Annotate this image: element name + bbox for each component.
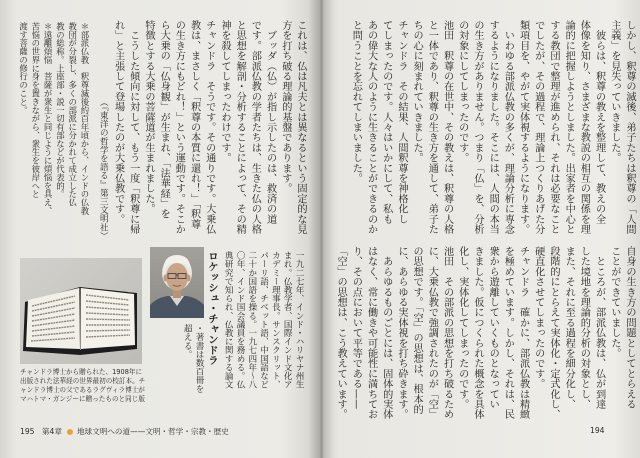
text-column: ＊部派仏教 釈尊滅後約百年頃から、インドの仏教 — [80, 22, 90, 215]
text-column: 教団が分裂し、多くの部派に分かれて成立した仏 — [67, 22, 78, 207]
right-page-upper-text — [348, 20, 637, 240]
text-column: 池田 その部派の思想を打ち破るため — [441, 246, 453, 420]
source-citation: （『東洋の哲学を語る』第三文明社） — [98, 98, 109, 240]
profile-bio-continued — [150, 324, 204, 406]
text-column: ＊遠離煩悩 菩薩が衆生と同じように煩悩を具え、 — [43, 22, 54, 215]
text-column: チャンドラ その結果、人間釈尊を神格化し — [395, 20, 407, 224]
text-column: まれ。仏教学者、国際インド文化ア — [282, 251, 293, 389]
text-column: と一体であり、釈尊の生き方を通して、弟子た — [426, 20, 438, 235]
text-column: いわゆる部派仏教の多くが、理論分析に専念 — [502, 20, 514, 235]
text-column: の生き方にもどれ！」という運動です。そこか — [173, 20, 185, 235]
profile-photo — [150, 247, 204, 318]
text-column: しかし、釈尊の滅後、弟子たちは釈尊の「人間 — [624, 20, 635, 235]
chapter-dot-icon — [67, 429, 73, 435]
text-column: はなく、常に働きや可能性に満ちてお — [365, 246, 377, 420]
text-column: チャンドラ 確かに、部派仏教は精緻 — [517, 246, 529, 420]
text-column: の生き方がありません。つまり「仏」を、分析 — [471, 20, 483, 235]
text-column: また、それに至る過程を細分化し、 — [563, 246, 575, 410]
profile-name: ロケッシュ・チャンドラ — [206, 251, 218, 366]
text-column: 渡す菩薩の修行のこと。 — [18, 22, 29, 115]
text-column: した境地を理論的分析の対象とし、 — [578, 246, 590, 410]
text-column: の対象にしてしまったのです。 — [456, 20, 468, 163]
text-column: 苦悩の世界に身を置きながら、衆生を彼岸へと — [30, 22, 41, 199]
text-column: ・著書は数百冊を — [194, 324, 204, 393]
text-column: 一九二七年、インド・ハリヤナ州生 — [294, 251, 304, 389]
text-column: 池田 釈尊の在世中、その教えは、釈尊の人格 — [441, 20, 453, 235]
text-column: 論的に把握しようとしました。出家者を中心と — [563, 20, 575, 235]
text-column: 二十か国語を操る。一九七四年〜八 — [246, 251, 257, 389]
text-column: あの偉大な人のように生きることができるのか — [365, 20, 377, 235]
chapter-label: 第4章 — [41, 427, 62, 436]
text-column: てしまったのです。人々はいかにして、私も — [380, 20, 392, 224]
text-column: 方を打ち破る理論的基盤であります。 — [279, 20, 291, 194]
text-column: 〇年、インド国会議員を務める。仏 — [235, 251, 246, 389]
footnotes — [17, 22, 91, 238]
text-column: きました。仮につくられた概念を具体 — [471, 246, 483, 420]
text-column: ブッダ（仏）が指し示したのは、救済の道 — [264, 20, 276, 224]
text-column: チャンドラ そうです。その通りです。大乗仏 — [203, 20, 215, 235]
book-photo — [20, 258, 142, 364]
running-footer-left — [20, 426, 300, 437]
text-column: り、その点において平等である—— — [350, 246, 362, 410]
text-column: ら大乗の「仏身観」が生まれ、「法華経」を — [158, 20, 170, 219]
text-column: これは、仏は凡夫とは異なるという固定的な見 — [295, 20, 306, 235]
running-title: 地球文明への道——文明・哲学・宗教・歴史 — [76, 427, 229, 436]
book-spine-shadow — [308, 0, 334, 458]
text-column: 神を殺してしまったわけです。 — [218, 20, 230, 163]
text-column: 「空」の思想は、こう教えています。 — [335, 246, 347, 420]
text-column: ところが、部派仏教は、仏が到達 — [593, 246, 605, 410]
text-column: カデミー理事長。サンスクリット、 — [270, 251, 281, 389]
text-column: と問うことを忘れてしまいました。 — [350, 20, 362, 184]
text-column: ことができていました。 — [608, 246, 620, 359]
text-column: に、大乗仏教で強調されたのが「空」 — [426, 246, 438, 420]
text-column: パーリ語、チベット語、中国語など — [258, 251, 269, 389]
text-column: 彼らは、釈尊の教えを整理して、教えの全 — [593, 20, 605, 224]
text-column: 体像を知り、さまざまな教説の相互の関係を理 — [578, 20, 590, 235]
text-column: 衆から遊離していくものとなってい — [487, 246, 499, 410]
text-column: 化し、実体化してしまったのです。 — [456, 246, 468, 410]
text-column: 超える。 — [182, 324, 193, 359]
text-column: あらゆるものごとには、固体的実体 — [380, 246, 392, 420]
text-column: 主義」を見失っていきました。 — [608, 20, 620, 163]
portrait-face — [166, 263, 188, 291]
left-page-main-text — [95, 20, 308, 240]
text-column: ちの心に刻まれていきました。 — [411, 20, 423, 163]
text-column: れ」と主張して登場したのが大乗仏教です。 — [112, 20, 124, 224]
text-column: と思想を解剖・分析することによって、その精 — [234, 20, 246, 235]
text-column: です。部派仏教の学者たちは、生きた仏の人格 — [249, 20, 261, 235]
text-column: でしたが、その過程で、理論上つくりあげた分 — [532, 20, 544, 235]
text-column: 特徴とする大乗の菩薩道が生まれました。 — [142, 20, 154, 214]
text-column: 類項目を、やがて実体視するようになります。 — [517, 20, 529, 235]
book-photo-caption: チャンドラ博士から贈られた、1908年に出版された法華経の世界最初の校訂本。チャンドラ博士の父であるラグヴィラ博士がマハトマ・ガンジーに贈ったものと同じ版 — [20, 368, 146, 403]
page-number-left: 195 — [20, 427, 35, 436]
text-column: 典研究で知られ、仏教に関する論文 — [223, 251, 234, 389]
text-column: を極めています。しかし、それは、民 — [502, 246, 514, 420]
text-column: 教の総称。上座部・説一切有部などが代表的。 — [55, 22, 66, 199]
text-column: に、あらゆる実体視を打ち砕きます。 — [395, 246, 407, 420]
book-gutter — [80, 288, 81, 350]
text-column: する教団で整理が進められ、それは必要なこと — [547, 20, 559, 235]
portrait-image — [150, 247, 204, 318]
text-column: 段階的にとらえて実体化・定式化し、 — [547, 246, 559, 420]
profile-bio — [221, 251, 304, 405]
text-column: の思想です。「空」の思想は、根本的 — [411, 246, 423, 415]
text-column: 自身の生き方の問題としてとらえる — [624, 246, 635, 410]
text-column: 硬直化させてしまったのです。 — [532, 246, 544, 389]
page-number-right: 194 — [590, 426, 605, 435]
text-column: こうした傾向に対して、もう一度「釈尊に帰 — [127, 20, 139, 235]
open-book-image — [20, 258, 142, 364]
right-page-lower-text — [333, 246, 637, 422]
text-column: 教は、まさしく「釈尊の本質に還れ！」「釈尊 — [188, 20, 200, 230]
text-column: するようになりました。そこには、人間の本当 — [487, 20, 499, 235]
